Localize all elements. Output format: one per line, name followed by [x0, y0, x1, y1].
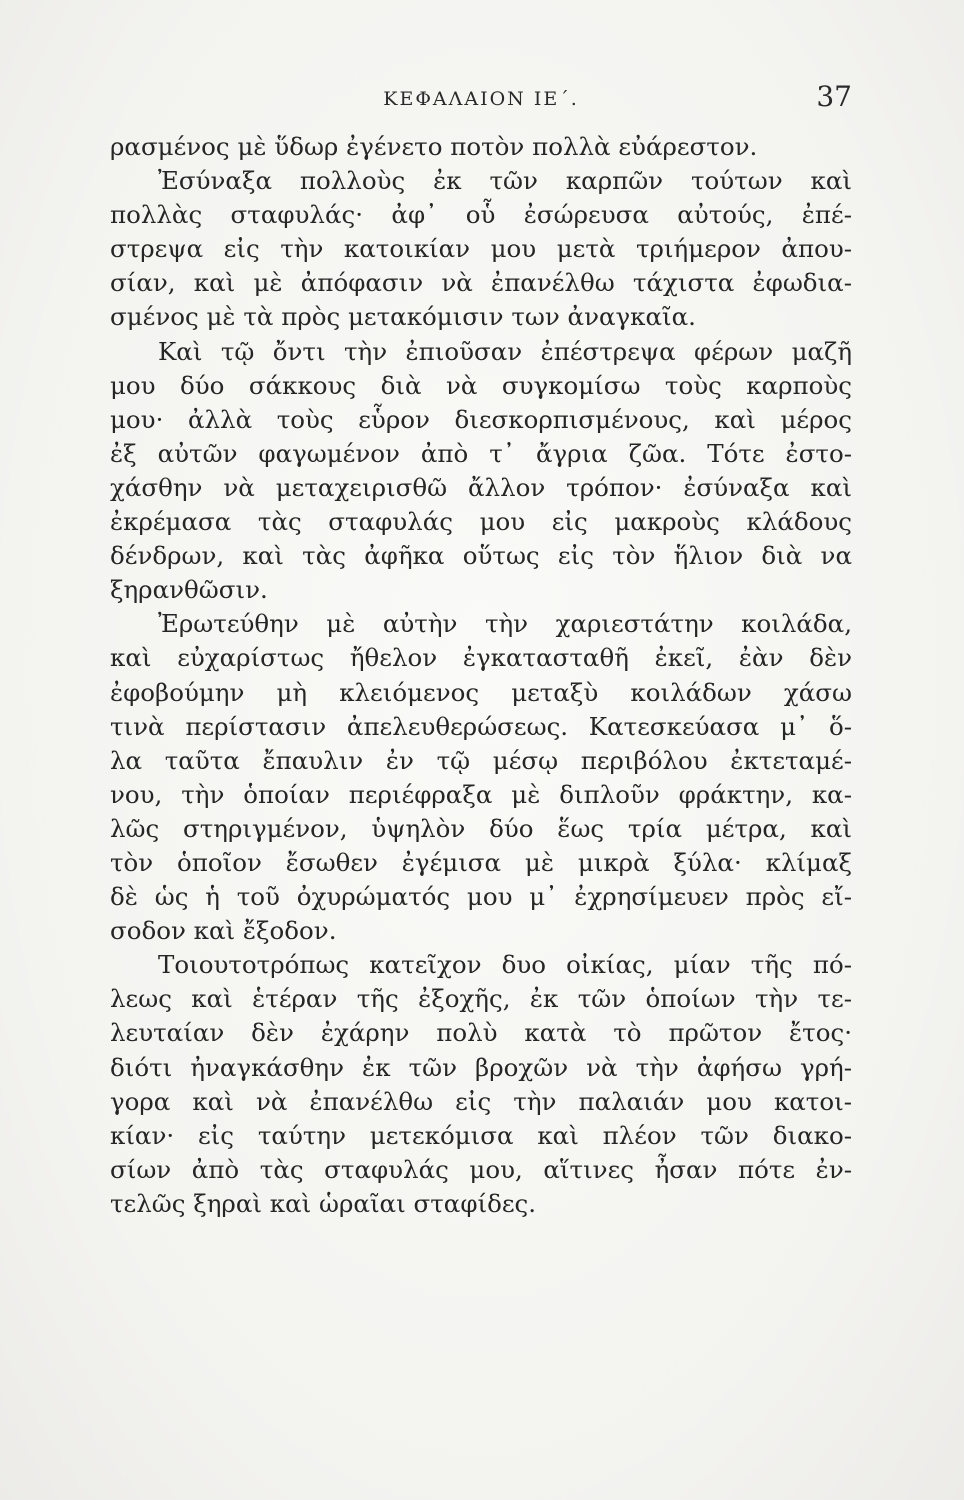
- text-line: Καὶ τῷ ὄντι τὴν ἐπιοῦσαν ἐπέστρεψα φέρων μαζῆ: [158, 336, 852, 366]
- body-text: [110, 130, 852, 1221]
- text-line: σμένος μὲ τὰ πρὸς μετακόμισιν των ἀναγκαῖα.: [110, 302, 696, 332]
- text-line: ἐκρέμασα τὰς σταφυλάς μου εἰς μακροὺς κλάδους: [110, 507, 852, 537]
- text-line: νου, τὴν ὁποίαν περιέφραξα μὲ διπλοῦν φράκτην, κα-: [110, 779, 852, 809]
- text-line: Ἐσύναξα πολλοὺς ἐκ τῶν καρπῶν τούτων καὶ: [158, 166, 852, 196]
- paragraph: [110, 335, 852, 608]
- text-line: μου δύο σάκκους διὰ νὰ συγκομίσω τοὺς καρποὺς: [110, 370, 852, 400]
- text-line: τὸν ὁποῖον ἔσωθεν ἐγέμισα μὲ μικρὰ ξύλα· κλίμαξ: [110, 847, 852, 877]
- text-line: λα ταῦτα ἔπαυλιν ἐν τῷ μέσῳ περιβόλου ἐκτεταμέ-: [110, 745, 852, 775]
- paragraph: [110, 948, 852, 1221]
- text-line: σίαν, καὶ μὲ ἀπόφασιν νὰ ἐπανέλθω τάχιστα ἐφωδια-: [110, 268, 852, 298]
- text-line: Ἐρωτεύθην μὲ αὐτὴν τὴν χαριεστάτην κοιλάδα,: [158, 609, 852, 639]
- text-line: λεως καὶ ἑτέραν τῆς ἐξοχῆς, ἐκ τῶν ὁποίων τὴν τε-: [110, 984, 852, 1014]
- text-line: στρεψα εἰς τὴν κατοικίαν μου μετὰ τριήμερον ἀπου-: [110, 234, 852, 264]
- text-line: Τοιουτοτρόπως κατεῖχον δυο οἰκίας, μίαν τῆς πό-: [158, 950, 852, 980]
- text-line: τελῶς ξηραὶ καὶ ὡραῖαι σταφίδες.: [110, 1188, 537, 1218]
- text-line: σίων ἀπὸ τὰς σταφυλάς μου, αἵτινες ἦσαν πότε ἐν-: [110, 1154, 852, 1184]
- text-line: πολλὰς σταφυλάς· ἀφ᾽ οὗ ἐσώρευσα αὐτούς, ἐπέ-: [110, 200, 852, 230]
- text-line: ἐφοβούμην μὴ κλειόμενος μεταξὺ κοιλάδων χάσω: [110, 677, 852, 707]
- text-line: λευταίαν δὲν ἐχάρην πολὺ κατὰ τὸ πρῶτον ἔτος·: [110, 1018, 852, 1048]
- text-line: λῶς στηριγμένον, ὑψηλὸν δύο ἕως τρία μέτρα, καὶ: [110, 813, 852, 843]
- text-line: γορα καὶ νὰ ἐπανέλθω εἰς τὴν παλαιάν μου κατοι-: [110, 1086, 852, 1116]
- paragraph: [110, 607, 852, 948]
- text-line: σοδον καὶ ἔξοδον.: [110, 916, 337, 946]
- text-line: δὲ ὡς ἡ τοῦ ὀχυρώματός μου μ᾽ ἐχρησίμευεν πρὸς εἴ-: [110, 882, 852, 912]
- text-line: διότι ἠναγκάσθην ἐκ τῶν βροχῶν νὰ τὴν ἀφήσω γρή-: [110, 1052, 852, 1082]
- paragraph: [110, 164, 852, 334]
- text-line: τινὰ περίστασιν ἀπελευθερώσεως. Κατεσκεύασα μ᾽ ὅ-: [110, 711, 852, 741]
- text-line: μου· ἀλλὰ τοὺς εὗρον διεσκορπισμένους, καὶ μέρος: [110, 404, 852, 434]
- text-line: κίαν· εἰς ταύτην μετεκόμισα καὶ πλέον τῶν διακο-: [110, 1120, 852, 1150]
- text-line: ρασμένος μὲ ὕδωρ ἐγένετο ποτὸν πολλὰ εὐάρεστον.: [110, 132, 758, 161]
- text-line: ἐξ αὐτῶν φαγωμένον ἀπὸ τ᾽ ἄγρια ζῶα. Τότε ἐστο-: [110, 438, 852, 468]
- text-line: χάσθην νὰ μεταχειρισθῶ ἄλλον τρόπον· ἐσύναξα καὶ: [110, 472, 852, 502]
- paragraph: [110, 130, 852, 164]
- page-header: [110, 80, 852, 120]
- text-line: καὶ εὐχαρίστως ἤθελον ἐγκατασταθῆ ἐκεῖ, ἐὰν δὲν: [110, 643, 852, 673]
- text-line: ξηρανθῶσιν.: [110, 575, 268, 605]
- text-line: δένδρων, καὶ τὰς ἀφῆκα οὕτως εἰς τὸν ἥλιον διὰ να: [110, 541, 852, 571]
- running-title: ΚΕΦΑΛΑΙΟΝ ΙΕ΄.: [383, 88, 579, 110]
- page-number: 37: [816, 80, 852, 113]
